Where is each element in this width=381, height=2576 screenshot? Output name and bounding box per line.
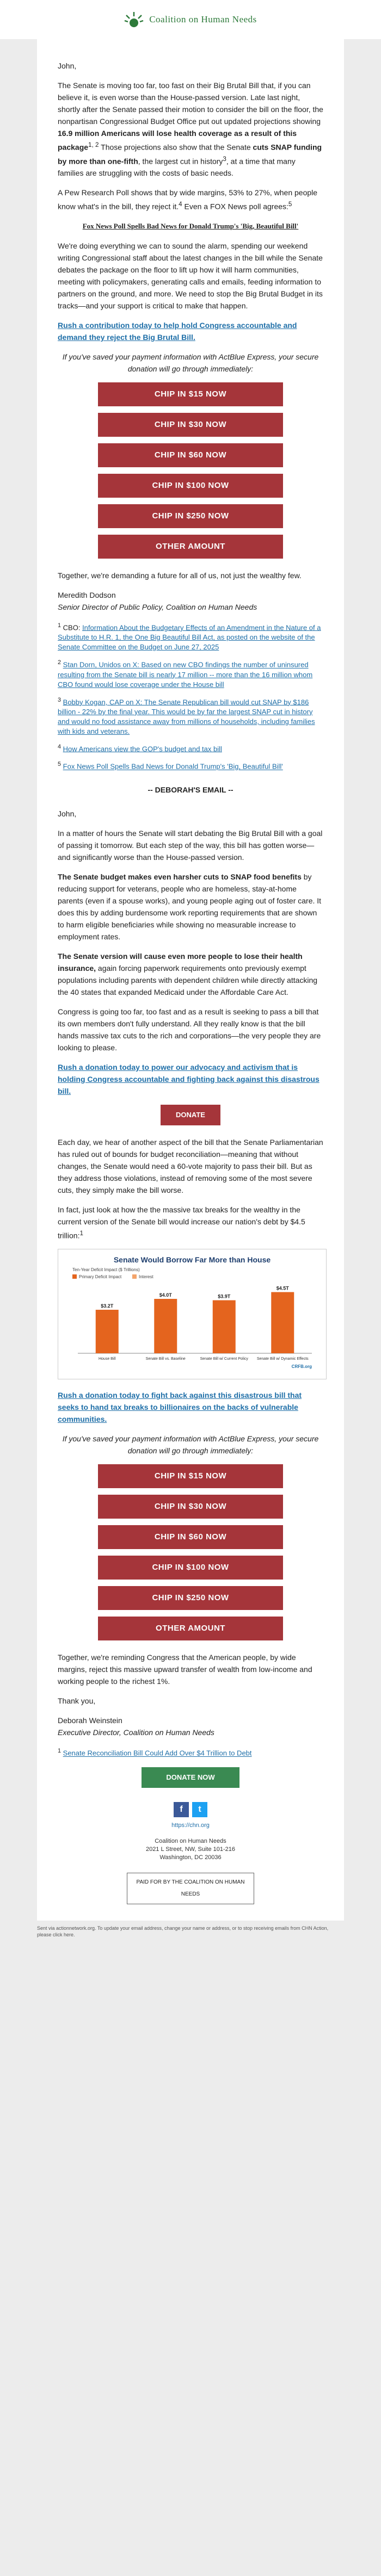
- legend-label: Primary Deficit Impact: [79, 1274, 122, 1280]
- debt-chart: [58, 1249, 327, 1379]
- paragraph: In a matter of hours the Senate will start debating the Big Brutal Bill with a goal of passing it tomorrow. But each step of the way, this bill has gotten worse—and significantly worse than the House-passed version.: [58, 828, 323, 862]
- donate-now-button[interactable]: DONATE NOW: [142, 1767, 239, 1788]
- actblue-note: If you've saved your payment information with ActBlue Express, your secure donation will go through immediately:: [62, 352, 319, 373]
- paragraph: The Senate budget makes even harsher cuts to SNAP food benefits by reducing support for veterans, people who are homeless, stay-at-home parents (even if a spouse works), and young people aging out of foster care. It does this by adding burdensome work reporting requirements that are shown to harm eligible beneficiaries while showing no measurable increase to employment rates.: [58, 872, 322, 941]
- footnote-link[interactable]: Bobby Kogan, CAP on X: The Senate Republican bill would cut SNAP by $186 billion - 22% by the final year. This would be by far the largest SNAP cut in history and would no food assistance away from millions of households, including families with kids and veterans.: [58, 697, 315, 735]
- greeting: John,: [58, 61, 77, 70]
- footnote-link[interactable]: Stan Dorn, Unidos on X: Based on new CBO findings the number of uninsured resulting from the Senate bill is nearly 17 million -- more than the 16 million whom CBO found would lose coverage under the House bill: [58, 660, 313, 689]
- footnote-link[interactable]: Senate Reconciliation Bill Could Add Over $4 Trillion to Debt: [63, 1749, 252, 1757]
- bar: [213, 1301, 236, 1354]
- chart-subtitle: Ten-Year Deficit Impact ($ Trillions): [72, 1267, 140, 1273]
- chip-60-button[interactable]: CHIP IN $60 NOW: [98, 443, 283, 467]
- paid-for-notice: PAID FOR BY THE COALITION ON HUMAN NEEDS: [127, 1873, 254, 1904]
- chart-title: Senate Would Borrow Far More than House: [113, 1255, 271, 1265]
- legend-swatch: [132, 1274, 137, 1279]
- cta-link[interactable]: Rush a contribution today to help hold Congress accountable and demand they reject the Big Brutal Bill.: [58, 320, 297, 342]
- closing: Together, we're demanding a future for all of us, not just the wealthy few.: [58, 571, 302, 580]
- chip-30-button[interactable]: CHIP IN $30 NOW: [98, 413, 283, 437]
- chip-100-button[interactable]: CHIP IN $100 NOW: [98, 1556, 283, 1580]
- signature: Meredith Dodson Senior Director of Public Policy, Coalition on Human Needs: [58, 590, 257, 611]
- greeting: John,: [58, 809, 77, 818]
- section-divider: -- DEBORAH'S EMAIL --: [148, 785, 233, 794]
- legend-swatch: [72, 1274, 77, 1279]
- paragraph: The Senate version will cause even more people to lose their health insurance, again forcing paperwork requirements onto previously exempt populations including parents with dependent children while directly attacking the 40 states that expanded Medicaid under the Affordable Care Act.: [58, 951, 318, 996]
- org-name: Coalition on Human Needs: [149, 14, 257, 24]
- footnote-link[interactable]: How Americans view the GOP's budget and tax bill: [63, 745, 222, 753]
- paragraph: In fact, just look at how the the massive tax breaks for the wealthy in the current version of the Senate bill would increase our nation's debt by $4.5 trillion:$^1$: [58, 1205, 305, 1240]
- actblue-note: If you've saved your payment information with ActBlue Express, your secure donation will go through immediately:: [62, 1434, 319, 1456]
- bar-chart: [62, 1253, 323, 1372]
- facebook-icon[interactable]: f: [174, 1802, 189, 1817]
- cta-link[interactable]: Rush a donation today to fight back against this disastrous bill that seeks to hand tax breaks to billionaires on the backs of vulnerable communities.: [58, 1391, 302, 1424]
- bar-value-label: $3.2T: [101, 1303, 114, 1309]
- paragraph: Each day, we hear of another aspect of the bill that the Senate Parliamentarian has ruled out of bounds for budget reconciliation—meaning that without changes, the Senate would need a 60-vote majority to pass their bill. But as they address those violations, instead of removing some of the most severe cuts, they simply make the bill worse.: [58, 1137, 323, 1194]
- bar: [96, 1310, 119, 1353]
- bar-value-label: $4.5T: [276, 1285, 289, 1291]
- unsubscribe-text[interactable]: Sent via actionnetwork.org. To update your email address, change your name or address, or to stop receiving emails from CHN Action, please click here.: [37, 1925, 329, 1937]
- bar-value-label: $3.9T: [218, 1293, 231, 1299]
- footnotes: [58, 621, 323, 772]
- other-amount-button[interactable]: OTHER AMOUNT: [98, 535, 283, 559]
- footnote: $^2$ Stan Dorn, Unidos on X: Based on new CBO findings the number of uninsured resulting from the Senate bill is nearly 17 million -- more than the 16 million whom CBO found would lose coverage under the House bill: [58, 659, 313, 689]
- sun-logo-icon: [124, 10, 144, 29]
- paragraph: Together, we're reminding Congress that the American people, by wide margins, reject this massive upward transfer of wealth from low-income and working people to the richest 1%.: [58, 1653, 312, 1686]
- chip-100-button[interactable]: CHIP IN $100 NOW: [98, 474, 283, 498]
- category-label: House Bill: [98, 1357, 116, 1361]
- social-links: [58, 1802, 323, 1817]
- footnote-link[interactable]: Information About the Budgetary Effects of an Amendment in the Nature of a Substitute to H.R. 1, the One Big Beautiful Bill Act, as posted on the website of the Senate Committee on the Budget on June 27, 2025: [58, 623, 321, 652]
- chip-60-button[interactable]: CHIP IN $60 NOW: [98, 1525, 283, 1549]
- category-label: Senate Bill w/ Current Policy: [200, 1357, 248, 1361]
- header: [0, 0, 381, 39]
- paragraph: The Senate is moving too far, too fast on their Big Brutal Bill that, if you can believe it, is even worse than the House-passed version. Late last night, shortly after the Senate passed their motion to consider the bill on the floor, the nonpartisan Congressional Budget Office put out updated projections showing 16.9 million Americans will lose health coverage as a result of this package$^{1, 2}$ Those projections also show that the Senate cuts SNAP funding by more than one-fifth, the largest cut in history$^3$, at a time that many families are struggling with the costs of basic needs.: [58, 81, 323, 178]
- address-block: Coalition on Human Needs 2021 L Street, NW, Suite 101-216 Washington, DC 20036: [145, 1837, 236, 1861]
- category-label: Senate Bill vs. Baseline: [145, 1357, 186, 1361]
- footnote: $^1$ CBO: Information About the Budgetary Effects of an Amendment in the Nature of a Substitute to H.R. 1, the One Big Beautiful Bill Act, as posted on the website of the Senate Committee on the Budget on June 27, 2025: [58, 622, 321, 652]
- thanks: Thank you,: [58, 1696, 96, 1706]
- footnote: $^3$ Bobby Kogan, CAP on X: The Senate Republican bill would cut SNAP by $186 billion - 22% by the final year. This would be by far the largest SNAP cut in history and would no food assistance away from millions of households, including families with kids and veterans.: [58, 696, 315, 735]
- footnotes: [58, 1746, 323, 1758]
- paragraph: Congress is going too far, too fast and as a result is seeking to pass a bill that its own members don't fully understand. All they really know is that the bill hands massive tax cuts to the rich and corporations—the very people they are looking to please.: [58, 1007, 321, 1052]
- chart-source: CRFB.org: [291, 1364, 312, 1370]
- chip-15-button[interactable]: CHIP IN $15 NOW: [98, 1464, 283, 1488]
- footnote-link[interactable]: Fox News Poll Spells Bad News for Donald Trump's 'Big, Beautiful Bill': [63, 762, 283, 771]
- category-label: Senate Bill w/ Dynamic Effects: [256, 1357, 309, 1361]
- chip-15-button[interactable]: CHIP IN $15 NOW: [98, 382, 283, 406]
- paragraph: We're doing everything we can to sound the alarm, spending our weekend writing Congressional staff about the latest changes in the bill while the Senate debates the package on the floor to lift up how it will harm communities, meeting with policymakers, generating calls and emails, feeding information to partners on the ground, and more. We need to stop the Big Brutal Budget in its tracks—and your support is critical to make that happen.: [58, 241, 323, 310]
- bar: [271, 1292, 294, 1354]
- footnote: $^5$ Fox News Poll Spells Bad News for Donald Trump's 'Big, Beautiful Bill': [58, 761, 283, 771]
- paragraph: A Pew Research Poll shows that by wide margins, 53% to 27%, when people know what's in the bill, they reject it.$^4$ Even a FOX News poll agrees:$^5$: [58, 188, 318, 211]
- website-link[interactable]: https://chn.org: [171, 1822, 210, 1829]
- twitter-icon[interactable]: t: [192, 1802, 207, 1817]
- bar-value-label: $4.0T: [159, 1292, 172, 1298]
- chip-30-button[interactable]: CHIP IN $30 NOW: [98, 1495, 283, 1519]
- cta-link[interactable]: Rush a donation today to power our advocacy and activism that is holding Congress accountable and fighting back against this disastrous bill.: [58, 1062, 319, 1095]
- donate-button[interactable]: DONATE: [161, 1105, 220, 1125]
- email-body: [37, 39, 344, 1921]
- chip-250-button[interactable]: CHIP IN $250 NOW: [98, 1586, 283, 1610]
- signature: Deborah Weinstein Executive Director, Coalition on Human Needs: [58, 1716, 214, 1737]
- bar: [154, 1299, 177, 1353]
- other-amount-button[interactable]: OTHER AMOUNT: [98, 1617, 283, 1640]
- chip-250-button[interactable]: CHIP IN $250 NOW: [98, 504, 283, 528]
- chip-in-buttons: [58, 382, 323, 559]
- footnote: $^4$ How Americans view the GOP's budget and tax bill: [58, 743, 222, 753]
- chip-in-buttons: [58, 1464, 323, 1640]
- legend-label: Interest: [139, 1274, 153, 1280]
- embedded-article-title[interactable]: Fox News Poll Spells Bad News for Donald Trump's 'Big, Beautiful Bill': [82, 221, 299, 230]
- footnote: $^1$ Senate Reconciliation Bill Could Add Over $4 Trillion to Debt: [58, 1748, 252, 1757]
